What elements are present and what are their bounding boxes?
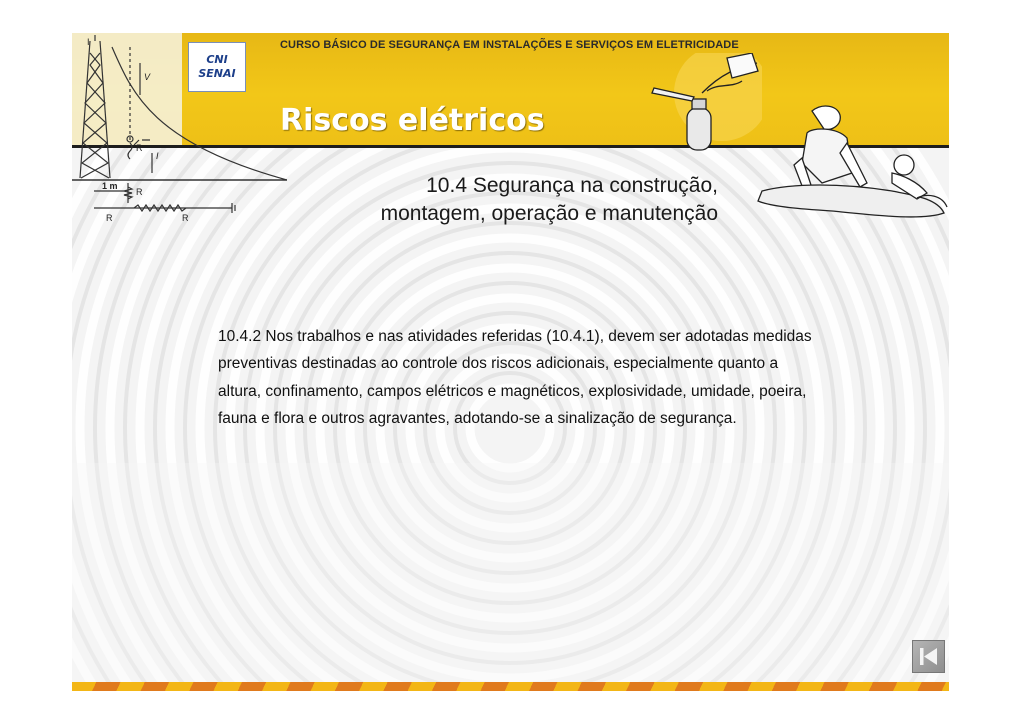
slide-title (302, 172, 718, 228)
slide (72, 33, 949, 691)
current-label: I (87, 37, 90, 47)
cni-senai-logo: CNI SENAI (188, 42, 246, 92)
body-paragraph: 10.4.2 Nos trabalhos e nas atividades referidas (10.4.1), devem ser adotadas medidas preventivas destinadas ao controle dos riscos adicionais, especialmente quanto a altura, confinamento, campos elétricos e magnéticos, explosividade, umidade, poeira, fauna e flora e outros agravantes, adotando-se a sinalização de segurança. (218, 328, 812, 427)
section-title: Riscos elétricos (280, 103, 545, 138)
rc-label: R (136, 187, 143, 197)
bottom-hazard-stripe (72, 682, 949, 691)
course-title: CURSO BÁSICO DE SEGURANÇA EM INSTALAÇÕES E SERVIÇOS EM ELETRICIDADE (280, 39, 739, 51)
choque-label: I (156, 151, 159, 161)
first-page-button[interactable] (912, 640, 945, 673)
grounding-diagram (72, 33, 287, 223)
r1-label: R (106, 213, 113, 223)
r2-label: R (182, 213, 189, 223)
distance-label: 1 m (102, 181, 118, 191)
first-aid-illustration (752, 103, 949, 228)
resistance-label: R (136, 143, 143, 153)
slide-title-line1: 10.4 Segurança na construção, (426, 174, 718, 197)
slide-title-line2: montagem, operação e manutenção (380, 202, 718, 225)
fire-extinguisher-illustration (632, 53, 762, 153)
voltage-label: V (144, 72, 151, 82)
first-page-icon (913, 641, 944, 672)
